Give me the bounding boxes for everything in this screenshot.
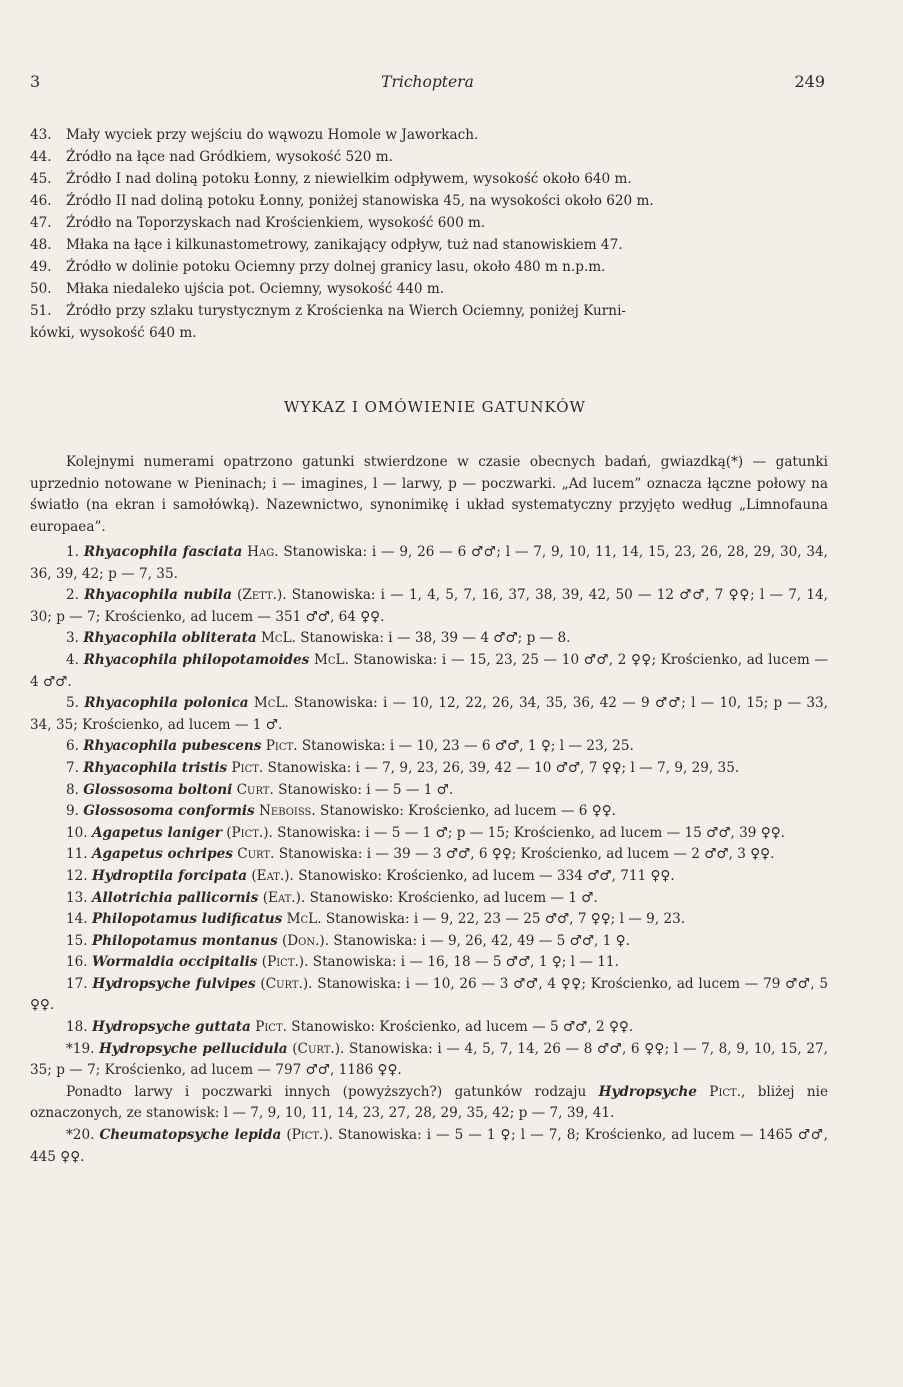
species-number: 9. [66, 803, 84, 820]
species-number: 8. [66, 781, 84, 798]
species-name: Rhyacophila pubescens [83, 738, 262, 755]
species-name: Hydroptila forcipata [91, 867, 248, 884]
site-item [30, 146, 830, 168]
species-entry [30, 650, 828, 693]
species-records: Stanowiska: i — 9, 26, 42, 49 — 5 ♂♂, 1 ♀. [329, 932, 630, 949]
species-records: Stanowiska: i — 38, 39 — 4 ♂♂; p — 8. [295, 630, 571, 647]
species-records: Stanowisko: Krościenko, ad lucem — 334 ♂♂, 711 ♀♀. [293, 867, 675, 884]
site-item [30, 212, 830, 234]
site-number: 47. [30, 215, 52, 231]
species-entry [30, 866, 828, 888]
species-author: (Eat.). [262, 889, 306, 906]
site-number: 43. [30, 127, 52, 143]
species-author: (Curt.). [260, 975, 313, 992]
species-records: Stanowiska: i — 16, 18 — 5 ♂♂, 1 ♀; l — 11. [308, 954, 619, 971]
species-name: Hydropsyche [598, 1083, 697, 1100]
species-records: Stanowisko: Krościenko, ad lucem — 6 ♀♀. [315, 803, 616, 820]
species-number: 18. [66, 1019, 92, 1036]
species-name: Allotrichia pallicornis [91, 889, 259, 906]
species-author: McL. [261, 630, 296, 647]
site-text: Źródło I nad doliną potoku Łonny, z niewielkim odpływem, wysokość około 640 m. [66, 171, 632, 187]
species-author: (Pict.). [286, 1127, 333, 1144]
species-name: Philopotamus montanus [91, 932, 278, 949]
site-number: 50. [30, 281, 52, 297]
species-number: 14. [66, 911, 92, 928]
species-name: Hydropsyche pellucidula [99, 1040, 288, 1057]
species-name: Agapetus laniger [91, 824, 222, 841]
species-name: Rhyacophila obliterata [83, 630, 257, 647]
site-number: 46. [30, 193, 52, 209]
species-entry [30, 974, 828, 1017]
species-author: Hag. [247, 544, 279, 560]
species-entry [30, 693, 828, 736]
species-number: Ponadto larwy i poczwarki innych (powyższych?) gatunków rodzaju [66, 1083, 599, 1100]
species-entry [30, 542, 828, 585]
species-author: (Don.). [281, 932, 330, 949]
species-entry [30, 909, 828, 931]
species-number: 6. [66, 738, 84, 755]
site-item [30, 190, 830, 212]
site-number: 49. [30, 259, 52, 275]
species-number: 4. [66, 651, 84, 668]
species-entry [30, 1125, 828, 1168]
site-item [30, 256, 830, 278]
species-name: Rhyacophila polonica [84, 695, 249, 712]
section-number: 3 [30, 72, 41, 91]
species-author: Pict. [265, 738, 298, 755]
site-item [30, 234, 830, 256]
species-records: Stanowiska: i — 10, 23 — 6 ♂♂, 1 ♀; l — 23, 25. [297, 738, 634, 755]
site-text: Źródło przy szlaku turystycznym z Krościenka na Wierch Ociemny, poniżej Kurni- [66, 303, 627, 319]
species-name: Rhyacophila fasciata [83, 544, 243, 560]
species-number: 1. [66, 544, 84, 560]
species-author: (Eat.). [251, 867, 294, 884]
species-name: Agapetus ochripes [91, 846, 233, 863]
species-number: *20. [66, 1127, 100, 1144]
site-number: 51. [30, 303, 52, 319]
species-number: 11. [66, 846, 92, 863]
section-title: WYKAZ I OMÓWIENIE GATUNKÓW [284, 398, 586, 416]
site-number: 45. [30, 171, 52, 187]
site-number: 44. [30, 149, 52, 165]
species-name: Rhyacophila nubila [84, 587, 232, 604]
species-records: Stanowiska: i — 9, 22, 23 — 25 ♂♂, 7 ♀♀; l — 9, 23. [321, 911, 686, 928]
species-number: 10. [66, 824, 92, 841]
species-records: Stanowiska: i — 15, 23, 25 — 10 ♂♂, 2 ♀♀; Krościenko, ad lucem — 4 ♂♂. [30, 651, 829, 690]
species-list [30, 542, 828, 1168]
species-number: 2. [66, 587, 85, 604]
site-item [30, 124, 830, 146]
species-number: 12. [66, 867, 92, 884]
species-entry [30, 1082, 828, 1125]
species-author: Pict. [255, 1019, 287, 1036]
species-records: Stanowiska: i — 4, 5, 7, 14, 26 — 8 ♂♂, 6 ♀♀; l — 7, 8, 9, 10, 15, 27, 35; p — 7; Krościenko, ad lucem — 797 ♂♂, 1186 ♀♀. [30, 1040, 828, 1079]
running-title: Trichoptera [381, 73, 474, 91]
species-author: Curt. [237, 846, 275, 863]
site-number: 48. [30, 237, 52, 253]
species-author: (Pict.). [226, 824, 273, 841]
page-number: 249 [794, 72, 825, 91]
species-author: (Pict.). [261, 954, 309, 971]
site-text: Źródło na Toporzyskach nad Krościenkiem, wysokość 600 m. [66, 215, 486, 231]
species-records: Stanowiska: i — 5 — 1 ♂; p — 15; Krościenko, ad lucem — 15 ♂♂, 39 ♀♀. [272, 824, 785, 841]
species-entry [30, 844, 828, 866]
species-entry [30, 888, 828, 910]
species-entry [30, 931, 828, 953]
species-records: Stanowiska: i — 10, 26 — 3 ♂♂, 4 ♀♀; Krościenko, ad lucem — 79 ♂♂, 5 ♀♀. [30, 975, 828, 1014]
site-text: Młaka niedaleko ujścia pot. Ociemny, wysokość 440 m. [66, 281, 445, 297]
site-item [30, 168, 830, 190]
species-number: *19. [66, 1040, 100, 1057]
species-entry [30, 801, 828, 823]
site-item [30, 278, 830, 300]
species-entry [30, 758, 828, 780]
page-header [30, 72, 825, 98]
species-number: 7. [66, 759, 84, 776]
species-records: Stanowisko: Krościenko, ad lucem — 5 ♂♂, 2 ♀♀. [286, 1019, 634, 1036]
species-records: Stanowiska: i — 9, 26 — 6 ♂♂; l — 7, 9, 10, 11, 14, 15, 23, 26, 28, 29, 30, 34, 36, 39, 42; p — 7, 35. [30, 544, 829, 582]
site-text: Źródło II nad doliną potoku Łonny, poniżej stanowiska 45, na wysokości około 620 m. [66, 193, 654, 209]
species-name: Hydropsyche fulvipes [92, 975, 256, 992]
species-entry [30, 780, 828, 802]
intro-text: Kolejnymi numerami opatrzono gatunki stwierdzone w czasie obecnych badań, gwiazdką(*) — gatunki uprzednio notowane w Pieninach; i — imagines, l — larwy, p — poczwarki. „Ad lucem” oznacza łączne połowy na światło (na ekran i samołówką). Nazewnictwo, synonimikę i układ systematyczny przyjęto według „Limnofauna europaea”. [30, 454, 828, 535]
species-number: 13. [66, 889, 92, 906]
species-entry [30, 585, 828, 628]
species-records: Stanowiska: i — 1, 4, 5, 7, 16, 37, 38, 39, 42, 50 — 12 ♂♂, 7 ♀♀; l — 7, 14, 30; p — 7; Krościenko, ad lucem — 351 ♂♂, 64 ♀♀. [30, 587, 828, 625]
species-name: Glossosoma conformis [83, 803, 255, 820]
species-name: Cheumatopsyche lepida [99, 1127, 282, 1144]
species-name: Wormaldia occipitalis [91, 954, 258, 971]
species-author: McL. [313, 651, 349, 668]
species-author: Neboiss. [259, 803, 316, 820]
species-name: Rhyacophila philopotamoides [83, 651, 310, 668]
species-entry [30, 952, 828, 974]
intro-paragraph [30, 452, 828, 538]
site-text-continuation: kówki, wysokość 640 m. [30, 325, 197, 341]
species-name: Rhyacophila tristis [83, 759, 228, 776]
species-name: Philopotamus ludificatus [91, 911, 283, 928]
species-records: Stanowiska: i — 39 — 3 ♂♂, 6 ♀♀; Krościenko, ad lucem — 2 ♂♂, 3 ♀♀. [274, 846, 775, 863]
species-number: 15. [66, 932, 92, 949]
site-text: Mały wyciek przy wejściu do wąwozu Homole w Jaworkach. [66, 127, 479, 143]
species-number: 17. [66, 975, 93, 992]
species-author: Pict., [709, 1083, 746, 1100]
species-author: (Curt.). [292, 1040, 345, 1057]
species-entry [30, 736, 828, 758]
site-text: Młaka na łące i kilkunastometrowy, zanikający odpływ, tuż nad stanowiskiem 47. [66, 237, 623, 253]
species-entry [30, 1017, 828, 1039]
species-records: Stanowiska: i — 5 — 1 ♀; l — 7, 8; Krościenko, ad lucem — 1465 ♂♂, 445 ♀♀. [30, 1127, 828, 1165]
species-number: 5. [66, 695, 85, 712]
species-records: Stanowiska: i — 7, 9, 23, 26, 39, 42 — 10 ♂♂, 7 ♀♀; l — 7, 9, 29, 35. [263, 759, 740, 776]
site-text: Źródło na łące nad Gródkiem, wysokość 520 m. [66, 149, 393, 165]
species-entry [30, 1039, 828, 1082]
site-list [30, 124, 830, 344]
species-number: 16. [66, 954, 92, 971]
species-name: Glossosoma boltoni [83, 781, 233, 798]
species-records: bliżej nie oznaczonych, ze stanowisk: l — 7, 9, 10, 11, 14, 23, 27, 28, 29, 35, 42; p — 7, 39, 41. [30, 1083, 829, 1122]
species-author: (Zett.). [237, 587, 287, 604]
species-records: Stanowisko: Krościenko, ad lucem — 1 ♂. [305, 889, 598, 906]
species-records: Stanowiska: i — 10, 12, 22, 26, 34, 35, 36, 42 — 9 ♂♂; l — 10, 15; p — 33, 34, 35; Krościenko, ad lucem — 1 ♂. [30, 695, 828, 733]
species-author: McL. [253, 695, 289, 712]
species-author: Pict. [231, 759, 264, 776]
species-entry [30, 628, 828, 650]
species-number: 3. [66, 630, 84, 647]
species-name: Hydropsyche guttata [91, 1019, 251, 1036]
site-text: Źródło w dolinie potoku Ociemny przy dolnej granicy lasu, około 480 m n.p.m. [66, 259, 606, 275]
site-item [30, 300, 830, 322]
species-entry [30, 823, 828, 845]
species-author: Curt. [236, 781, 274, 798]
species-author: McL. [286, 911, 322, 928]
species-records: Stanowisko: i — 5 — 1 ♂. [273, 781, 454, 798]
